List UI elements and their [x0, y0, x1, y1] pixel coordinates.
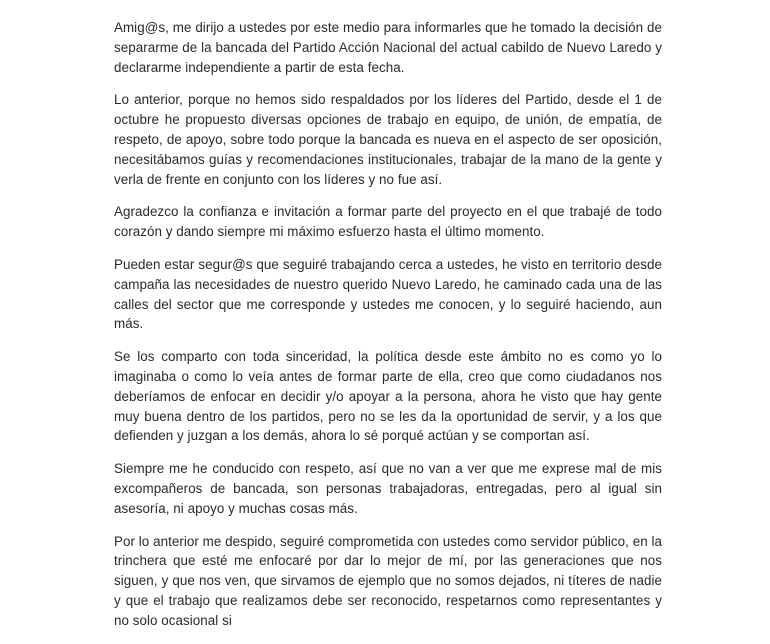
paragraph-farewell: Por lo anterior me despido, seguiré comprometida con ustedes como servidor público, en la trinchera que esté me enfocaré por dar lo mejor de mí, por las generaciones que nos siguen, y que nos ven, que sirvamos de ejemplo que no somos dejados, ni títeres de nadie y que el trabajo que realizamos debe ser reconocido, respetarnos como representantes y no solo ocasional si: [114, 533, 662, 628]
paragraph-reasons: Lo anterior, porque no hemos sido respaldados por los líderes del Partido, desde el 1 de octubre he propuesto diversas opciones de trabajo en equipo, de unión, de empatía, de respeto, de apoyo, sobre todo porque la bancada es nueva en el aspecto de ser oposición, necesitábamos guías y recomendaciones institucionales, trabajar de la mano de la gente y verla de frente en conjunto con los líderes y no fue así.: [114, 92, 662, 187]
paragraph-respect: Siempre me he conducido con respeto, así que no van a ver que me exprese mal de mis excompañeros de bancada, son personas trabajadoras, entregadas, pero al igual sin asesoría, ni apoyo y muchas cosas más.: [114, 461, 662, 516]
paragraph-gratitude: Agradezco la confianza e invitación a formar parte del proyecto en el que trabajé de todo corazón y dando siempre mi máximo esfuerzo hasta el último momento.: [114, 204, 662, 240]
paragraph-announcement: Amig@s, me dirijo a ustedes por este medio para informarles que he tomado la decisión de separarme de la bancada del Partido Acción Nacional del actual cabildo de Nuevo Laredo y declararme independiente a partir de esta fecha.: [114, 20, 662, 75]
paragraph-sincerity: Se los comparto con toda sinceridad, la política desde este ámbito no es como yo lo imaginaba o como lo veía antes de formar parte de ella, creo que como ciudadanos nos deberíamos de enfocar en decidir y/o apoyar a la persona, ahora he visto que hay gente muy buena dentro de los partidos, pero no se les da la oportunidad de servir, y a los que defienden y juzgan a los demás, ahora lo sé porqué actúan y se comportan así.: [114, 349, 662, 444]
paragraph-commitment: Pueden estar segur@s que seguiré trabajando cerca a ustedes, he visto en territorio desde campaña las necesidades de nuestro querido Nuevo Laredo, he caminado cada una de las calles del sector que me corresponde y ustedes me conocen, y lo seguiré haciendo, aun más.: [114, 256, 662, 332]
letter-body: [114, 18, 662, 644]
